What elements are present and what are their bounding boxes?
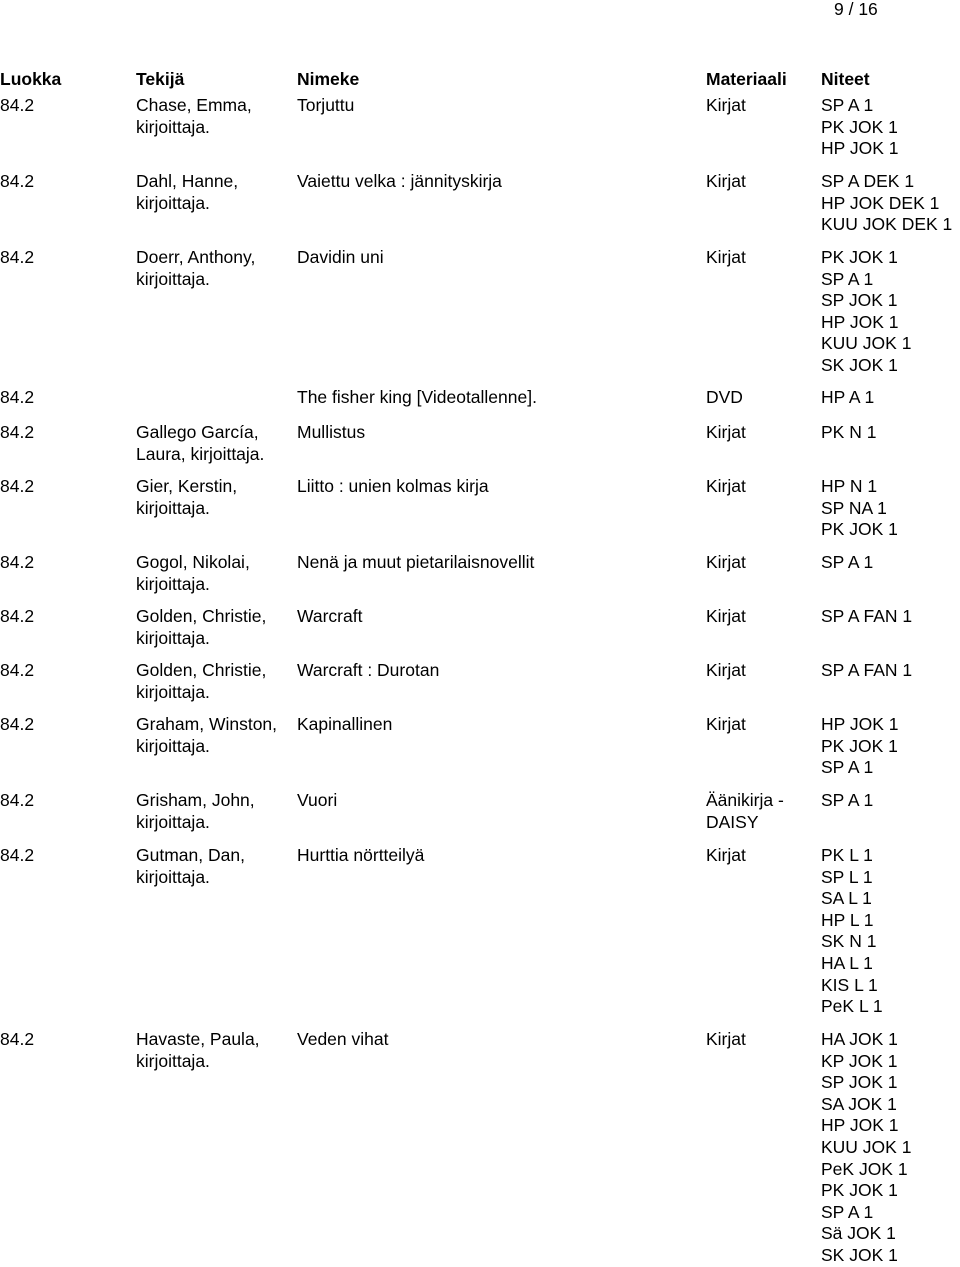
header-nimeke: Nimeke: [297, 69, 360, 89]
cell-tekija-line: Gallego García,: [136, 422, 259, 442]
cell-luokka-line: 84.2: [0, 552, 35, 572]
cell-nimeke: [297, 387, 537, 409]
cell-niteet-line: SP A 1: [821, 790, 874, 810]
cell-nimeke-line: Torjuttu: [297, 95, 355, 115]
cell-luokka: [0, 422, 34, 444]
cell-niteet: [821, 387, 874, 409]
cell-materiaali: [706, 660, 746, 682]
cell-tekija-line: kirjoittaja.: [136, 627, 210, 648]
cell-materiaali: [706, 1029, 746, 1051]
cell-materiaali: [706, 714, 746, 736]
cell-luokka: [0, 1029, 34, 1051]
cell-niteet-line: HP A 1: [821, 387, 875, 407]
cell-niteet-line: HP JOK 1: [821, 138, 899, 159]
cell-niteet-line: SP A 1: [821, 1201, 874, 1222]
cell-materiaali-line: Kirjat: [706, 95, 746, 115]
cell-materiaali-line: Kirjat: [706, 845, 746, 865]
cell-nimeke-line: Mullistus: [297, 422, 366, 442]
cell-tekija: [136, 476, 237, 519]
cell-luokka-line: 84.2: [0, 387, 35, 407]
cell-niteet-line: SP A DEK 1: [821, 171, 915, 191]
cell-niteet-line: HP JOK 1: [821, 311, 899, 332]
cell-materiaali: [706, 422, 746, 444]
cell-niteet: [821, 95, 899, 160]
cell-tekija: [136, 790, 255, 833]
cell-materiaali-line: Kirjat: [706, 422, 746, 442]
cell-materiaali-line: Kirjat: [706, 1029, 746, 1049]
cell-tekija: [136, 422, 264, 465]
cell-nimeke: [297, 476, 489, 498]
cell-luokka: [0, 714, 34, 736]
cell-tekija-line: Laura, kirjoittaja.: [136, 443, 265, 464]
cell-tekija: [136, 95, 252, 138]
cell-tekija-line: kirjoittaja.: [136, 811, 210, 832]
cell-niteet-line: SK JOK 1: [821, 1244, 898, 1265]
cell-materiaali: [706, 95, 746, 117]
cell-nimeke-line: The fisher king [Videotallenne].: [297, 387, 537, 407]
cell-nimeke: [297, 552, 534, 574]
cell-nimeke: [297, 606, 362, 628]
cell-niteet-line: PeK JOK 1: [821, 1158, 908, 1179]
cell-luokka: [0, 660, 34, 682]
cell-nimeke-line: Liitto : unien kolmas kirja: [297, 476, 489, 496]
cell-niteet-line: HP L 1: [821, 909, 874, 930]
cell-nimeke-line: Nenä ja muut pietarilaisnovellit: [297, 552, 535, 572]
cell-materiaali-line: Äänikirja -: [706, 790, 784, 810]
cell-niteet-line: SP JOK 1: [821, 1072, 898, 1093]
page-number: 9 / 16: [834, 0, 878, 19]
cell-tekija-line: Gier, Kerstin,: [136, 476, 238, 496]
cell-tekija-line: kirjoittaja.: [136, 573, 210, 594]
cell-luokka-line: 84.2: [0, 171, 35, 191]
cell-niteet-line: KUU JOK DEK 1: [821, 214, 953, 235]
header-niteet: Niteet: [821, 69, 870, 89]
cell-niteet: [821, 171, 952, 236]
cell-niteet-line: PK JOK 1: [821, 116, 898, 137]
cell-niteet-line: PeK L 1: [821, 996, 883, 1017]
cell-luokka: [0, 387, 34, 409]
cell-tekija-line: Dahl, Hanne,: [136, 171, 239, 191]
cell-niteet-line: KUU JOK 1: [821, 1136, 912, 1157]
cell-niteet-line: SP A 1: [821, 95, 874, 115]
cell-materiaali: [706, 247, 746, 269]
cell-nimeke: [297, 660, 439, 682]
cell-niteet-line: SP A 1: [821, 552, 874, 572]
cell-luokka-line: 84.2: [0, 714, 35, 734]
cell-tekija-line: kirjoittaja.: [136, 866, 210, 887]
cell-tekija: [136, 247, 255, 290]
cell-materiaali: [706, 790, 784, 833]
cell-niteet-line: HA JOK 1: [821, 1029, 898, 1049]
cell-niteet-line: SP L 1: [821, 866, 873, 887]
cell-niteet-line: SP A FAN 1: [821, 606, 913, 626]
cell-nimeke-line: Veden vihat: [297, 1029, 389, 1049]
cell-niteet-line: PK JOK 1: [821, 519, 898, 540]
cell-tekija-line: kirjoittaja.: [136, 268, 210, 289]
cell-nimeke-line: Warcraft: [297, 606, 363, 626]
cell-nimeke: [297, 171, 502, 193]
cell-niteet: [821, 476, 898, 541]
cell-tekija-line: kirjoittaja.: [136, 681, 210, 702]
cell-tekija: [136, 606, 266, 649]
cell-tekija-line: Gutman, Dan,: [136, 845, 245, 865]
cell-luokka: [0, 95, 34, 117]
cell-luokka-line: 84.2: [0, 790, 35, 810]
cell-niteet: [821, 714, 899, 779]
cell-niteet: [821, 606, 912, 628]
cell-niteet: [821, 660, 912, 682]
cell-nimeke: [297, 422, 365, 444]
cell-tekija: [136, 714, 277, 757]
cell-nimeke: [297, 247, 384, 269]
cell-luokka-line: 84.2: [0, 1029, 35, 1049]
cell-materiaali-line: DVD: [706, 387, 743, 407]
cell-materiaali-line: Kirjat: [706, 476, 746, 496]
cell-materiaali-line: DAISY: [706, 811, 759, 832]
cell-nimeke-line: Vuori: [297, 790, 338, 810]
cell-tekija: [136, 552, 250, 595]
cell-luokka: [0, 171, 34, 193]
cell-niteet-line: KUU JOK 1: [821, 333, 912, 354]
cell-nimeke-line: Vaiettu velka : jännityskirja: [297, 171, 502, 191]
cell-niteet-line: SP A 1: [821, 268, 874, 289]
cell-tekija-line: kirjoittaja.: [136, 497, 210, 518]
cell-materiaali: [706, 476, 746, 498]
header-materiaali: Materiaali: [706, 69, 787, 89]
cell-nimeke-line: Warcraft : Durotan: [297, 660, 440, 680]
cell-luokka-line: 84.2: [0, 476, 35, 496]
cell-niteet-line: HP JOK 1: [821, 1115, 899, 1136]
cell-nimeke-line: Davidin uni: [297, 247, 384, 267]
cell-niteet-line: SP A FAN 1: [821, 660, 913, 680]
cell-niteet-line: SP NA 1: [821, 497, 887, 518]
cell-materiaali-line: Kirjat: [706, 171, 746, 191]
cell-tekija-line: kirjoittaja.: [136, 116, 210, 137]
cell-niteet-line: SK JOK 1: [821, 354, 898, 375]
cell-tekija: [136, 171, 238, 214]
cell-materiaali: [706, 171, 746, 193]
cell-niteet: [821, 247, 911, 377]
cell-niteet-line: PK JOK 1: [821, 247, 898, 267]
cell-nimeke: [297, 95, 354, 117]
cell-luokka-line: 84.2: [0, 95, 35, 115]
cell-niteet-line: SA L 1: [821, 888, 872, 909]
cell-nimeke-line: Kapinallinen: [297, 714, 393, 734]
cell-tekija: [136, 845, 245, 888]
header-tekija: Tekijä: [136, 69, 185, 89]
cell-materiaali-line: Kirjat: [706, 660, 746, 680]
cell-materiaali-line: Kirjat: [706, 247, 746, 267]
cell-niteet-line: HA L 1: [821, 952, 873, 973]
cell-niteet-line: SA JOK 1: [821, 1093, 897, 1114]
cell-niteet-line: Sä JOK 1: [821, 1223, 896, 1244]
cell-tekija-line: Golden, Christie,: [136, 606, 267, 626]
cell-niteet-line: PK JOK 1: [821, 735, 898, 756]
cell-niteet: [821, 422, 876, 444]
cell-luokka: [0, 606, 34, 628]
cell-luokka: [0, 845, 34, 867]
cell-tekija-line: kirjoittaja.: [136, 735, 210, 756]
cell-luokka: [0, 247, 34, 269]
cell-niteet-line: HP JOK 1: [821, 714, 899, 734]
cell-tekija-line: Gogol, Nikolai,: [136, 552, 250, 572]
cell-materiaali-line: Kirjat: [706, 606, 746, 626]
cell-tekija-line: Chase, Emma,: [136, 95, 252, 115]
cell-nimeke: [297, 1029, 388, 1051]
cell-niteet: [821, 1029, 911, 1267]
table-header: [0, 68, 960, 90]
cell-tekija: [136, 1029, 260, 1072]
cell-tekija-line: kirjoittaja.: [136, 1050, 210, 1071]
cell-luokka: [0, 790, 34, 812]
cell-niteet: [821, 790, 873, 812]
cell-niteet-line: SP A 1: [821, 757, 874, 778]
cell-niteet-line: KIS L 1: [821, 974, 878, 995]
cell-nimeke: [297, 714, 392, 736]
cell-materiaali-line: Kirjat: [706, 552, 746, 572]
cell-luokka-line: 84.2: [0, 422, 35, 442]
cell-luokka: [0, 476, 34, 498]
cell-tekija-line: Doerr, Anthony,: [136, 247, 256, 267]
cell-nimeke: [297, 845, 424, 867]
header-luokka: Luokka: [0, 69, 62, 89]
cell-luokka-line: 84.2: [0, 845, 35, 865]
cell-tekija-line: Grisham, John,: [136, 790, 255, 810]
cell-tekija: [136, 660, 266, 703]
cell-niteet-line: PK N 1: [821, 422, 877, 442]
cell-niteet: [821, 845, 883, 1018]
cell-niteet-line: PK L 1: [821, 845, 873, 865]
cell-materiaali: [706, 606, 746, 628]
cell-niteet: [821, 552, 873, 574]
cell-luokka-line: 84.2: [0, 660, 35, 680]
cell-nimeke: [297, 790, 337, 812]
cell-niteet-line: SK N 1: [821, 931, 877, 952]
cell-niteet-line: HP JOK DEK 1: [821, 192, 940, 213]
cell-tekija-line: kirjoittaja.: [136, 192, 210, 213]
cell-tekija-line: Graham, Winston,: [136, 714, 278, 734]
cell-tekija-line: Havaste, Paula,: [136, 1029, 260, 1049]
cell-luokka-line: 84.2: [0, 247, 35, 267]
cell-materiaali: [706, 552, 746, 574]
cell-niteet-line: HP N 1: [821, 476, 878, 496]
cell-niteet-line: KP JOK 1: [821, 1050, 898, 1071]
cell-nimeke-line: Hurttia nörtteilyä: [297, 845, 425, 865]
cell-materiaali-line: Kirjat: [706, 714, 746, 734]
cell-luokka-line: 84.2: [0, 606, 35, 626]
cell-niteet-line: PK JOK 1: [821, 1180, 898, 1201]
cell-luokka: [0, 552, 34, 574]
cell-materiaali: [706, 845, 746, 867]
cell-materiaali: [706, 387, 743, 409]
cell-niteet-line: SP JOK 1: [821, 290, 898, 311]
cell-tekija-line: Golden, Christie,: [136, 660, 267, 680]
